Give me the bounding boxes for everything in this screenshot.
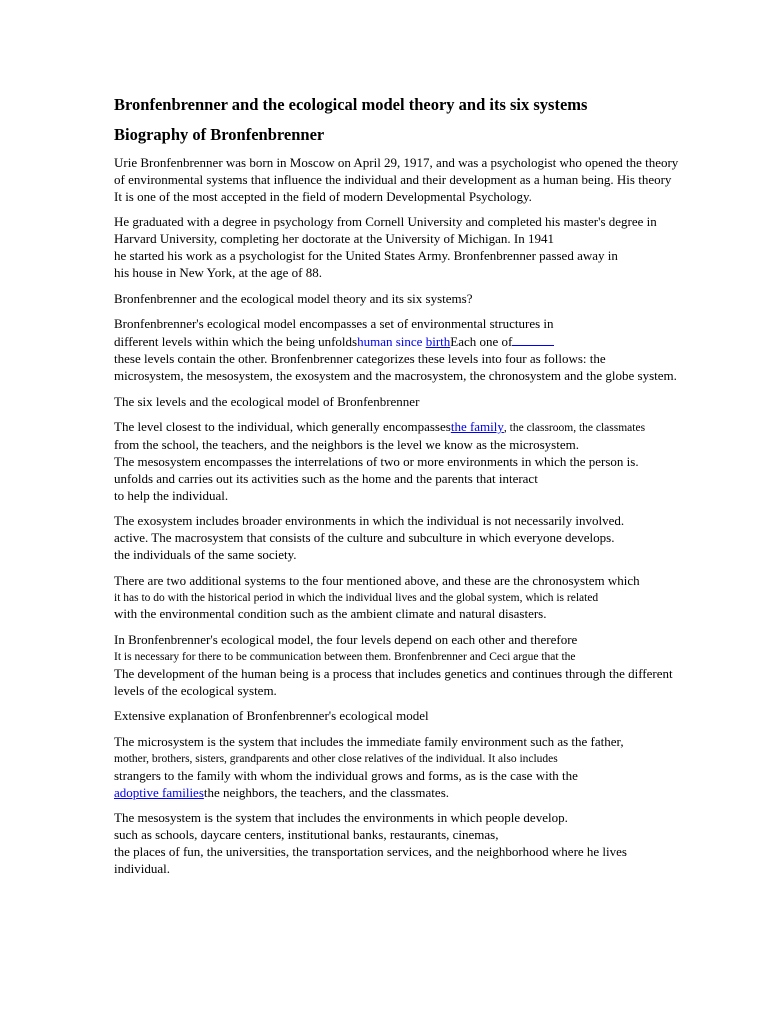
text-line: Bronfenbrenner's ecological model encompasses a set of environmental structures in [114,316,554,332]
paragraph-education [114,214,714,281]
text-line: There are two additional systems to the four mentioned above, and these are the chronosystem which [114,572,640,588]
text-line: these levels contain the other. Bronfenbrenner categorizes these levels into four as follows: the [114,350,606,366]
text-line: of environmental systems that influence the individual and their development as a human being. His theory [114,171,672,187]
text-line: he started his work as a psychologist for the United States Army. Bronfenbrenner passed away in [114,247,618,263]
paragraph-interdependence [114,632,714,699]
paragraph-microsystem [114,734,714,801]
text-line: the places of fun, the universities, the transportation services, and the neighborhood where he lives [114,843,627,859]
text-fragment: Each one of [450,334,513,350]
section-heading-biography: Biography of Bronfenbrenner [114,125,325,144]
text-line: The microsystem is the system that includes the immediate family environment such as the father, [114,734,624,750]
text-line: individual. [114,860,170,876]
link-human-since[interactable]: human since [357,334,423,350]
document-title: Bronfenbrenner and the ecological model theory and its six systems [114,95,588,114]
text-line: It is necessary for there to be communication between them. Bronfenbrenner and Ceci argue that the [114,650,576,663]
text-line: The mesosystem encompasses the interrelations of two or more environments in which the person is. [114,453,639,469]
paragraph-levels [114,419,714,504]
text-line: The development of the human being is a process that includes genetics and continues through the different [114,665,673,681]
text-line: Urie Bronfenbrenner was born in Moscow on April 29, 1917, and was a psychologist who opened the theory [114,155,679,170]
text-line: It is one of the most accepted in the field of modern Developmental Psychology. [114,188,532,204]
text-line [114,419,714,437]
text-line: active. The macrosystem that consists of the culture and subculture in which everyone develops. [114,530,615,546]
section-heading-six-levels: The six levels and the ecological model of Bronfenbrenner [114,393,420,409]
link-underline-gap [512,333,554,346]
text-line: his house in New York, at the age of 88. [114,264,322,280]
text-line: microsystem, the mesosystem, the exosystem and the macrosystem, the chronosystem and the globe system. [114,367,677,383]
text-line: The mesosystem is the system that includes the environments in which people develop. [114,810,568,826]
text-line: with the environmental condition such as the ambient climate and natural disasters. [114,606,547,622]
section-heading-extensive-explanation: Extensive explanation of Bronfenbrenner's ecological model [114,708,429,724]
text-line: The exosystem includes broader environments in which the individual is not necessarily involved. [114,513,625,529]
paragraph-model-overview [114,316,714,384]
link-adoptive-families[interactable]: adoptive families [114,784,204,800]
text-fragment: different levels within which the being unfolds [114,334,358,350]
text-line: unfolds and carries out its activities such as the home and the parents that interact [114,470,538,486]
text-line: to help the individual. [114,487,229,503]
text-line: the individuals of the same society. [114,546,297,562]
text-line: He graduated with a degree in psychology from Cornell University and completed his master's degree in [114,214,657,230]
paragraph-mesosystem [114,810,714,877]
paragraph-additional-systems [114,573,714,623]
text-line: levels of the ecological system. [114,682,277,698]
text-line: strangers to the family with whom the individual grows and forms, as is the case with the [114,767,578,783]
text-line: Harvard University, completing her doctorate at the University of Michigan. In 1941 [114,231,554,247]
text-line: such as schools, daycare centers, institutional banks, restaurants, cinemas, [114,827,499,843]
section-heading-six-systems-question: Bronfenbrenner and the ecological model theory and its six systems? [114,290,473,306]
text-fragment: , the classroom, the classmates [503,422,646,435]
text-line [114,785,714,802]
document-body [114,155,714,886]
text-fragment: the neighbors, the teachers, and the classmates. [203,784,449,800]
text-line: it has to do with the historical period in which the individual lives and the global system, which is related [114,591,599,604]
text-line [114,333,714,351]
link-birth[interactable]: birth [425,334,451,350]
paragraph-exosystem [114,513,714,563]
link-the-family[interactable]: the family [450,419,504,435]
text-line: from the school, the teachers, and the neighbors is the level we know as the microsystem. [114,437,579,453]
text-fragment: The level closest to the individual, which generally encompasses [114,419,451,435]
text-line: In Bronfenbrenner's ecological model, the four levels depend on each other and therefore [114,632,578,648]
text-line: mother, brothers, sisters, grandparents and other close relatives of the individual. It also includes [114,752,558,765]
paragraph-birth [114,155,714,205]
